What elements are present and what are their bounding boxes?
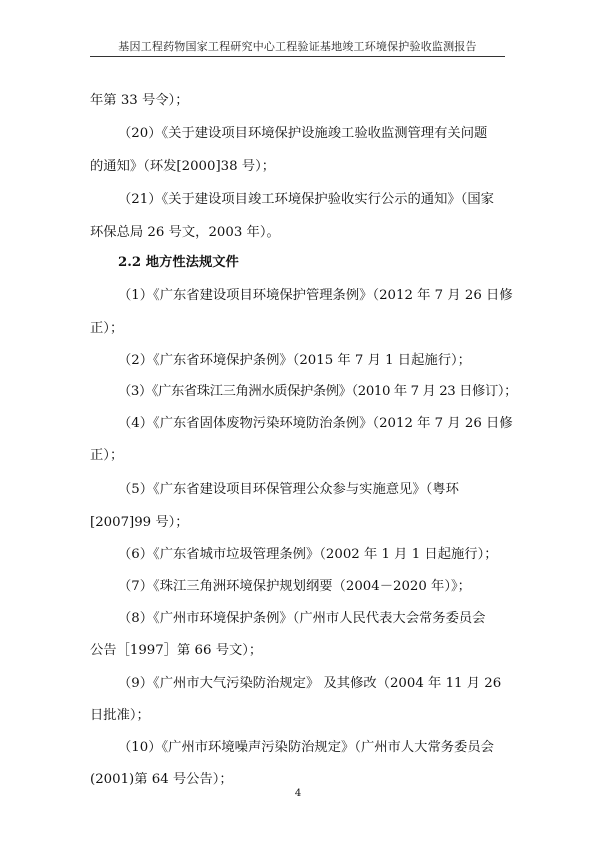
text-line: （1）《广东省建设项目环境保护管理条例》（2012 年 7 月 26 日修 xyxy=(118,288,513,303)
text-line: 正）； xyxy=(90,448,124,463)
text-line: （9）《广州市大气污染防治规定》 及其修改（2004 年 11 月 26 xyxy=(118,676,502,691)
text-line: 环保总局 26 号文，2003 年）。 xyxy=(90,225,280,240)
text-line: （5）《广东省建设项目环保管理公众参与实施意见》（粤环 xyxy=(118,482,459,497)
page-number: 4 xyxy=(294,788,302,799)
text-line: （8）《广州市环境保护条例》（广州市人民代表大会常务委员会 xyxy=(118,611,486,626)
text-line: 日批准）； xyxy=(90,708,150,723)
text-line: （6）《广东省城市垃圾管理条例》（2002 年 1 月 1 日起施行）； xyxy=(118,547,498,562)
section-heading: 2.2 地方性法规文件 xyxy=(118,255,239,270)
text-line: （3）《广东省珠江三角洲水质保护条例》（2010 年 7 月 23 日修订）； xyxy=(118,384,517,399)
text-line: 的通知》（环发[2000]38 号）； xyxy=(90,159,276,174)
text-line: (2001)第 64 号公告）； xyxy=(90,772,233,787)
text-line: 正）； xyxy=(90,321,124,336)
text-line: （10）《广州市环境噪声污染防治规定》（广州市人大常务委员会 xyxy=(118,740,494,755)
text-line: [2007]99 号）； xyxy=(90,515,189,530)
text-line: 公告［1997］第 66 号文）； xyxy=(90,643,263,658)
text-line: （20）《关于建设项目环境保护设施竣工验收监测管理有关问题 xyxy=(118,126,488,141)
text-line: （4）《广东省固体废物污染环境防治条例》（2012 年 7 月 26 日修 xyxy=(118,416,513,431)
text-line: 年第 33 号令）； xyxy=(90,93,189,108)
text-line: （7）《珠江三角洲环境保护规划纲要（2004－2020 年）》； xyxy=(118,579,471,594)
text-line: （21）《关于建设项目竣工环境保护验收实行公示的通知》（国家 xyxy=(118,192,494,207)
text-line: （2）《广东省环境保护条例》（2015 年 7 月 1 日起施行）； xyxy=(118,353,471,368)
page-header: 基因工程药物国家工程研究中心工程验证基地竣工环境保护验收监测报告 xyxy=(118,40,477,53)
header-divider xyxy=(90,56,505,57)
